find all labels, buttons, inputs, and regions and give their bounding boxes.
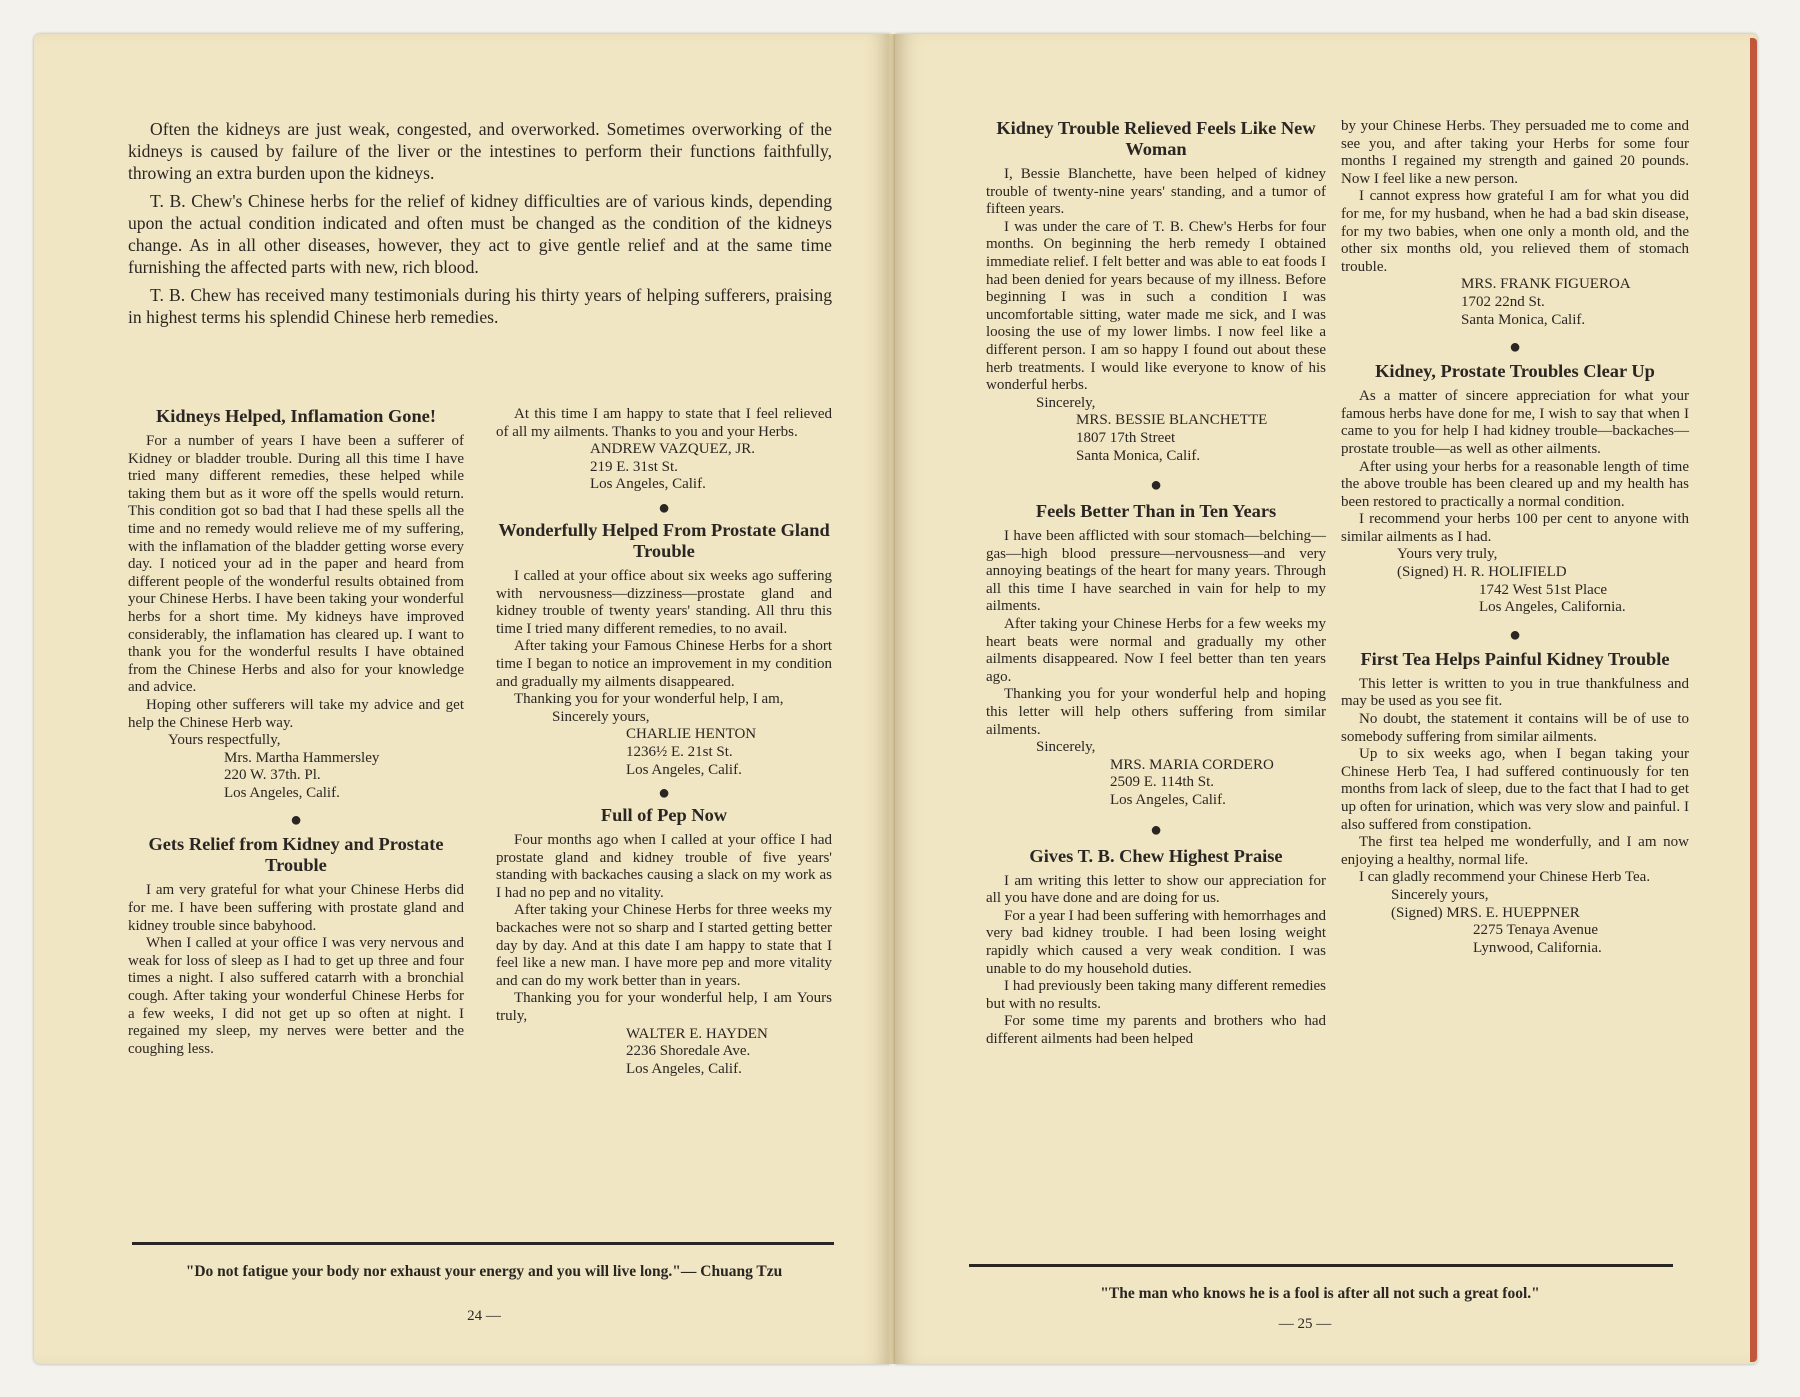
testimonial-paragraph: After taking your Chinese Herbs for three weeks my backaches were not so sharp and I started getting better day by day. And at this date I am happy to state that I feel like a new man. I have more pep and more vitality and can do my work better than in years. [496,902,832,989]
testimonial-paragraph: When I called at your office I was very nervous and weak for loss of sleep as I had to get up three and four times a night. I also suffered catarrh with a bronchial cough. After taking your wonderful Chinese Herbs for a few weeks, I did not get up so often at night. I regained my sleep, my nerves were better and the coughing less. [128,935,464,1057]
testimonial-paragraph: I have been afflicted with sour stomach—belching—gas—high blood pressure—nervousness—and very annoying beatings of the heart for many years. Through all this time I have searched in vain for help to my ailments. [986,528,1326,615]
closing: Yours respectfully, [168,732,281,749]
testimonial-paragraph: I am very grateful for what your Chinese Herbs did for me. I have been suffering with prostate gland and kidney trouble since babyhood. [128,882,464,934]
signer-name: WALTER E. HAYDEN [626,1025,768,1042]
signer-city: Santa Monica, Calif. [1461,311,1586,328]
signer-name: Mrs. Martha Hammersley [224,749,380,766]
testimonial-paragraph: by your Chinese Herbs. They persuaded me to come and see you, and after taking your Herbs for some four months I regained my strength and gained 20 pounds. Now I feel like a new person. [1341,118,1689,187]
bullet-separator: ● [289,809,303,832]
intro-paragraph: Often the kidneys are just weak, congested, and overworked. Sometimes overworking of the kidneys is caused by failure of the liver or the intestines to perform their functions faithfully, throwing an extra burden upon the kidneys. [128,119,832,183]
testimonial-paragraph: This letter is written to you in true thankfulness and may be used as you see fit. [1341,675,1689,710]
signer-address: 220 W. 37th. Pl. [224,767,321,784]
signer-name: CHARLIE HENTON [626,726,757,743]
testimonial-paragraph: I, Bessie Blanchette, have been helped of kidney trouble of twenty-nine years' standing, and a tumor of fifteen years. [986,166,1326,218]
testimonial-heading: Full of Pep Now [600,805,728,826]
left-column-1 [128,406,464,1058]
closing: Sincerely, [1036,739,1096,756]
bullet-separator: ● [657,496,671,519]
testimonial-paragraph: Thanking you for your wonderful help, I am Yours truly, [496,990,832,1025]
signer-address: 219 E. 31st St. [590,458,678,475]
signer-city: Santa Monica, Calif. [1076,447,1201,464]
signer-name: MRS. MARIA CORDERO [1110,756,1274,773]
intro-paragraph: T. B. Chew's Chinese herbs for the relief of kidney difficulties are of various kinds, depending upon the actual condition indicated and often must be changed as the condition of the kidneys change. As in all other diseases, however, they act to give gentle relief and at the same time furnishing the affected parts with new, rich blood. [128,191,832,277]
testimonial-paragraph: After taking your Famous Chinese Herbs for a short time I began to notice an improvement in my condition and gradually my ailments disappeared. [496,638,832,690]
testimonial-paragraph: After taking your Chinese Herbs for a few weeks my heart beats were normal and gradually my other ailments disappeared. Now I feel better than ten years ago. [986,616,1326,685]
testimonial-paragraph: Thanking you for your wonderful help, I am, [514,691,784,708]
testimonial-heading: Gets Relief from Kidney and Prostate Trouble [148,834,444,876]
testimonial-paragraph: I called at your office about six weeks ago suffering with nervousness—dizziness—prostate gland and kidney trouble of twenty years' standing. All thru this time I tried many different remedies, to no avail. [496,567,832,637]
signature-block [496,1026,832,1079]
testimonial-paragraph: The first tea helped me wonderfully, and I am now enjoying a healthy, normal life. [1341,834,1689,868]
footer-quote: "Do not fatigue your body nor exhaust your energy and you will live long."— Chuang Tzu [185,1263,783,1280]
footer-rule [969,1264,1673,1267]
testimonial-heading: First Tea Helps Painful Kidney Trouble [1360,648,1670,669]
testimonial-heading: Kidney Trouble Relieved Feels Like New Woman [996,118,1316,159]
footer-rule [132,1242,834,1245]
signer-city: Los Angeles, Calif. [1110,792,1226,808]
testimonial-paragraph: After using your herbs for a reasonable length of time the above trouble has been cleared up and my health has been restored to practically a normal condition. [1341,458,1689,510]
right-column-1 [986,118,1326,1049]
booklet-spread [34,34,1764,1364]
signature-block [128,732,464,802]
signer-city: Los Angeles, Calif. [590,476,706,493]
signature-block [496,709,832,779]
testimonial-paragraph: For a year I had been suffering with hemorrhages and very bad kidney trouble. I had been losing weight rapidly which caused a very weak condition. I was unable to do my household duties. [986,907,1326,977]
testimonial-paragraph: For a number of years I have been a sufferer of Kidney or bladder trouble. During all this time I have tried many different remedies, these helped while taking them but as it wore off the spells would return. This condition got so bad that I had these spells all the time and no remedy would relieve me of my suffering, with the inflamation of the bladder getting worse every day. I noticed your ad in the paper and heard from different people of the wonderful results obtained from your Chinese Herbs. I have been taking your wonderful herbs for a short time. My kidneys have improved considerably, the inflamation has cleared up. I want to thank you for the wonderful results I have obtained from the Chinese Herbs and also for your knowledge and advice. [128,433,464,696]
closing: Sincerely, [1036,394,1096,411]
signer-address: 2275 Tenaya Avenue [1473,922,1599,939]
signature-block [496,441,832,494]
testimonial-paragraph: Hoping other sufferers will take my advice and get help the Chinese Herb way. [128,696,464,731]
signature-block [1341,276,1689,329]
testimonial-paragraph: I was under the care of T. B. Chew's Herbs for four months. On beginning the herb remedy I obtained immediate relief. I felt better and was able to eat foods I had been denied for years because of my illness. Before beginning I was in such a condition I was uncomfortable sitting, water made me sick, and I was loosing the use of my lower limbs. I now feel like a different person. I am so happy I found out about these herb treatments. I would like everyone to know of his wonderful herbs. [986,218,1326,394]
bullet-separator: ● [1508,336,1522,359]
testimonial-paragraph: Four months ago when I called at your office I had prostate gland and kidney trouble of five years' standing with backaches causing a slack on my work as I had no pep and no vitality. [496,832,832,901]
testimonial-paragraph: I had previously been taking many different remedies but with no results. [986,978,1326,1012]
signer-name: (Signed) MRS. E. HUEPPNER [1391,904,1580,921]
testimonial-heading: Feels Better Than in Ten Years [1035,501,1277,522]
closing: Sincerely yours, [1391,886,1489,903]
signer-address: 1807 17th Street [1076,429,1176,446]
signer-name: ANDREW VAZQUEZ, JR. [590,441,756,458]
left-column-2 [496,406,832,1078]
signer-name: MRS. BESSIE BLANCHETTE [1076,412,1268,429]
testimonial-paragraph: I recommend your herbs 100 per cent to anyone with similar ailments as I had. [1341,511,1689,545]
signer-address: 1702 22nd St. [1461,293,1545,310]
signer-city: Los Angeles, Calif. [626,761,742,778]
cover-edge [1750,38,1757,1362]
signer-city: Los Angeles, Calif. [626,1060,742,1077]
testimonial-paragraph: I can gladly recommend your Chinese Herb Tea. [1359,869,1651,886]
right-column-2 [1341,118,1689,957]
testimonial-heading: Kidney, Prostate Troubles Clear Up [1375,361,1655,382]
bullet-separator: ● [657,782,671,805]
signature-block [986,739,1326,809]
testimonial-paragraph: Up to six weeks ago, when I began taking your Chinese Herb Tea, I had suffered continuously for ten months from lack of sleep, due to the fact that I had to get up often for urination, which was very slow and painful. I also suffered from constipation. [1341,746,1689,833]
testimonial-paragraph: For some time my parents and brothers who had different ailments had been helped [986,1013,1326,1047]
signature-block [986,395,1326,465]
bullet-separator: ● [1508,623,1522,646]
intro-text [128,118,832,334]
testimonial-paragraph: At this time I am happy to state that I feel relieved of all my ailments. Thanks to you and your Herbs. [496,406,832,440]
signature-block [1341,887,1689,957]
signer-city: Los Angeles, Calif. [224,784,340,801]
page-number: 24 — [467,1308,501,1324]
testimonial-paragraph: No doubt, the statement it contains will be of use to somebody suffering from similar ailments. [1341,711,1689,745]
signer-city: Los Angeles, California. [1479,599,1626,616]
testimonial-paragraph: I am writing this letter to show our appreciation for all you have done and are doing for us. [986,872,1326,907]
testimonial-paragraph: As a matter of sincere appreciation for what your famous herbs have done for me, I wish to say that when I came to you for help I had kidney trouble—backaches—prostate trouble—as well as other ailments. [1341,388,1689,457]
closing: Yours very truly, [1397,546,1498,563]
signer-city: Lynwood, California. [1473,939,1602,956]
testimonial-heading: Kidneys Helped, Inflamation Gone! [156,406,436,426]
signer-address: 2236 Shoredale Ave. [626,1043,751,1060]
page-25 [895,34,1757,1364]
signer-address: 1742 West 51st Place [1479,581,1608,598]
signer-address: 1236½ E. 21st St. [626,743,733,760]
bullet-separator: ● [1149,474,1163,497]
signer-name: MRS. FRANK FIGUEROA [1461,276,1631,293]
bullet-separator: ● [1149,818,1163,841]
testimonial-heading: Wonderfully Helped From Prostate Gland Trouble [498,519,830,561]
signature-block [1341,546,1689,616]
intro-paragraph: T. B. Chew has received many testimonials during his thirty years of helping sufferers, praising in highest terms his splendid Chinese herb remedies. [128,285,832,327]
signer-address: 2509 E. 114th St. [1110,774,1215,791]
testimonial-paragraph: Thanking you for your wonderful help and hoping this letter will help others suffering from similar ailments. [986,686,1326,738]
closing: Sincerely yours, [552,708,650,725]
page-number: — 25 — [1278,1316,1332,1332]
testimonial-paragraph: I cannot express how grateful I am for what you did for me, for my husband, when he had a bad skin disease, for my two babies, when one only a month old, and the other six months old, you relieved them of stomach trouble. [1341,188,1689,275]
footer-quote: "The man who knows he is a fool is after all not such a great fool." [1100,1285,1540,1302]
signer-name: (Signed) H. R. HOLIFIELD [1397,564,1567,581]
page-24 [34,34,891,1364]
testimonial-heading: Gives T. B. Chew Highest Praise [1029,845,1283,866]
